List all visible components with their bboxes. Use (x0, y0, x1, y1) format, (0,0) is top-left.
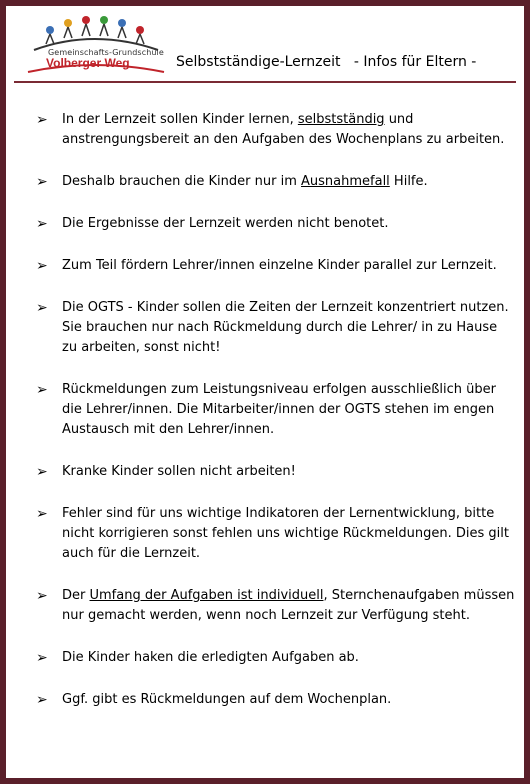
arrow-bullet-icon: ➢ (36, 216, 48, 232)
item-text: Die OGTS - Kinder sollen die Zeiten der Lernzeit konzentriert nutzen. Sie brauchen nur nach Rückmeldung durch die Lehrer/ in zu Hause zu arbeiten, sonst nicht! (62, 300, 509, 355)
item-text: Deshalb brauchen die Kinder nur im (62, 174, 302, 189)
arrow-bullet-icon: ➢ (36, 300, 48, 316)
item-text-end: , Sternchenaufgaben müssen nur gemacht werden, wenn noch Lernzeit zur Verfügung steht. (62, 588, 515, 623)
list-item (36, 586, 516, 626)
arrow-bullet-icon: ➢ (36, 506, 48, 522)
list-item (36, 256, 516, 276)
list-item (36, 648, 516, 668)
item-text: Ggf. gibt es Rückmeldungen auf dem Wochenplan. (62, 692, 392, 707)
header-divider (14, 81, 516, 83)
list-item (36, 298, 516, 358)
arrow-bullet-icon: ➢ (36, 174, 48, 190)
arrow-bullet-icon: ➢ (36, 112, 48, 128)
item-emphasis: Ausnahmefall (301, 174, 390, 189)
item-text: Die Kinder haken die erledigten Aufgaben ab. (62, 650, 359, 665)
list-item (36, 214, 516, 234)
page-title: Selbstständige-Lernzeit - Infos für Eltern - (176, 54, 477, 70)
item-text: Die Ergebnisse der Lernzeit werden nicht benotet. (62, 216, 389, 231)
list-item (36, 380, 516, 440)
item-text-end: und anstrengungsbereit an den Aufgaben des Wochenplans zu arbeiten. (62, 112, 505, 147)
item-text: Zum Teil fördern Lehrer/innen einzelne Kinder parallel zur Lernzeit. (62, 258, 497, 273)
item-text: Fehler sind für uns wichtige Indikatoren der Lernentwicklung, bitte nicht korrigieren sonst fehlen uns wichtige Rückmeldungen. Dies gilt auch für die Lernzeit. (62, 506, 509, 561)
item-text-end: Hilfe. (389, 174, 428, 189)
arrow-bullet-icon: ➢ (36, 258, 48, 274)
item-emphasis: Umfang der Aufgaben ist individuell (89, 588, 324, 603)
list-item (36, 110, 516, 150)
item-text: Kranke Kinder sollen nicht arbeiten! (62, 464, 296, 479)
arrow-bullet-icon: ➢ (36, 464, 48, 480)
header (6, 6, 524, 86)
list-item (36, 462, 516, 482)
list-item (36, 690, 516, 710)
logo-school-type: Gemeinschafts-Grundschule (48, 48, 164, 57)
arrow-bullet-icon: ➢ (36, 650, 48, 666)
logo-school-name: Volberger Weg (46, 56, 130, 70)
school-logo (18, 14, 170, 76)
info-list (36, 110, 516, 732)
item-text: In der Lernzeit sollen Kinder lernen, (62, 112, 298, 127)
arrow-bullet-icon: ➢ (36, 692, 48, 708)
arrow-bullet-icon: ➢ (36, 382, 48, 398)
item-text: Der (62, 588, 90, 603)
item-text: Rückmeldungen zum Leistungsniveau erfolgen ausschließlich über die Lehrer/innen. Die Mitarbeiter/innen der OGTS stehen im engen Austausch mit den Lehrer/innen. (62, 382, 496, 437)
arrow-bullet-icon: ➢ (36, 588, 48, 604)
list-item (36, 172, 516, 192)
list-item (36, 504, 516, 564)
item-emphasis: selbstständig (297, 112, 385, 127)
document-page (6, 6, 524, 778)
